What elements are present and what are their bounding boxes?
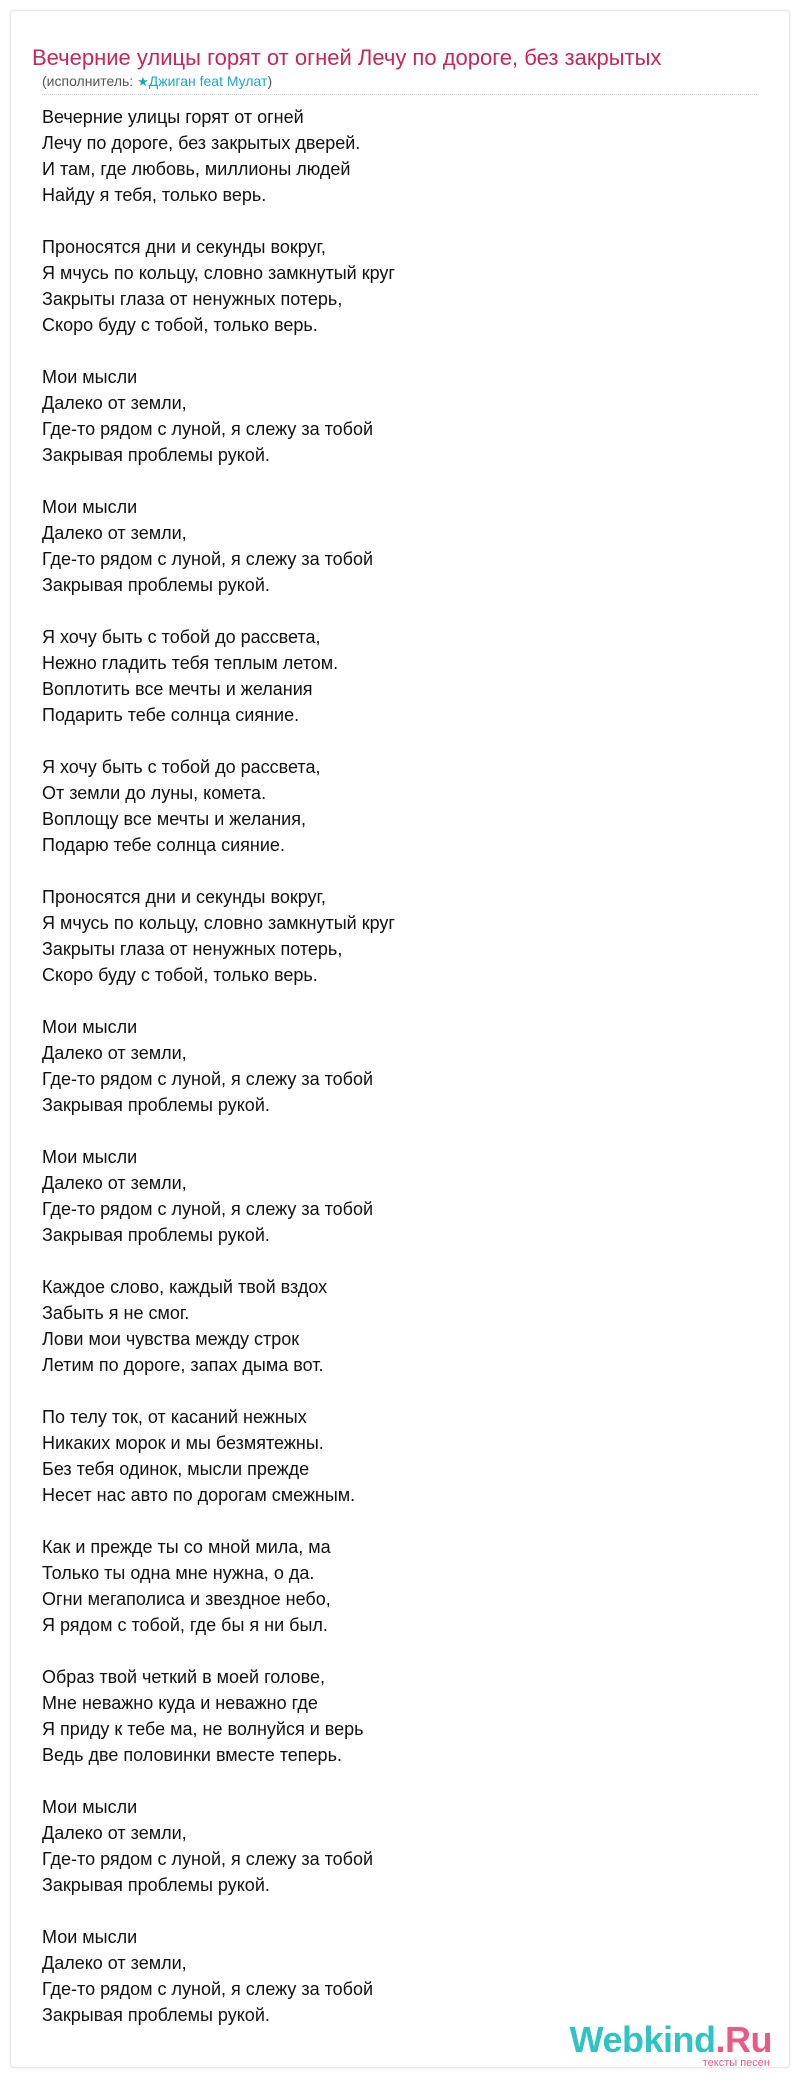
lyric-line: Я рядом с тобой, где бы я ни был. xyxy=(42,1615,328,1635)
lyrics-stanza xyxy=(42,1144,762,1248)
logo-wordmark xyxy=(552,2019,772,2060)
lyric-line: Мои мысли xyxy=(42,1927,138,1947)
lyric-line: Несет нас авто по дорогам смежным. xyxy=(42,1485,356,1505)
lyrics-body xyxy=(42,104,762,2028)
lyric-line: Вечерние улицы горят от огней xyxy=(42,107,304,127)
lyric-line: Где-то рядом с луной, я слежу за тобой xyxy=(42,1979,374,1999)
lyrics-stanza xyxy=(42,1014,762,1118)
lyric-line: Каждое слово, каждый твой вздох xyxy=(42,1277,328,1297)
lyric-line: Проносятся дни и секунды вокруг, xyxy=(42,887,326,907)
artist-line xyxy=(42,72,272,91)
lyric-line: Мои мысли xyxy=(42,497,138,517)
lyric-line: Далеко от земли, xyxy=(42,1953,187,1973)
logo-tagline: тексты песен xyxy=(702,2057,770,2069)
lyric-line: Как и прежде ты со мной мила, ма xyxy=(42,1537,331,1557)
lyrics-stanza xyxy=(42,884,762,988)
lyric-line: Закрывая проблемы рукой. xyxy=(42,575,270,595)
lyrics-stanza xyxy=(42,104,762,208)
lyrics-stanza xyxy=(42,1664,762,1768)
lyrics-stanza xyxy=(42,1404,762,1508)
lyric-line: Где-то рядом с луной, я слежу за тобой xyxy=(42,419,374,439)
lyrics-stanza xyxy=(42,494,762,598)
lyric-line: Закрывая проблемы рукой. xyxy=(42,1095,270,1115)
lyric-line: Подарить тебе солнца сияние. xyxy=(42,705,300,725)
lyric-line: Где-то рядом с луной, я слежу за тобой xyxy=(42,1069,374,1089)
lyric-line: Я приду к тебе ма, не волнуйся и верь xyxy=(42,1719,364,1739)
lyric-line: Найду я тебя, только верь. xyxy=(42,185,267,205)
lyric-line: Мои мысли xyxy=(42,1017,138,1037)
lyric-line: Я хочу быть с тобой до рассвета, xyxy=(42,757,321,777)
lyric-line: Закрывая проблемы рукой. xyxy=(42,2005,270,2025)
lyric-line: Нежно гладить тебя теплым летом. xyxy=(42,653,339,673)
lyric-line: Образ твой четкий в моей голове, xyxy=(42,1667,325,1687)
lyric-line: Закрывая проблемы рукой. xyxy=(42,445,270,465)
lyrics-stanza xyxy=(42,1534,762,1638)
star-icon: ★ xyxy=(137,74,149,89)
lyric-line: Я мчусь по кольцу, словно замкнутый круг xyxy=(42,913,395,933)
lyric-line: Далеко от земли, xyxy=(42,393,187,413)
lyric-line: Летим по дороге, запах дыма вот. xyxy=(42,1355,324,1375)
lyric-line: Лечу по дороге, без закрытых дверей. xyxy=(42,133,361,153)
artist-link[interactable] xyxy=(137,73,267,89)
lyric-line: Подарю тебе солнца сияние. xyxy=(42,835,285,855)
artist-name: Джиган feat Мулат xyxy=(148,73,268,89)
lyric-line: Далеко от земли, xyxy=(42,1173,187,1193)
lyrics-stanza xyxy=(42,624,762,728)
lyric-line: Мои мысли xyxy=(42,1797,138,1817)
divider xyxy=(42,94,757,95)
lyric-line: Забыть я не смог. xyxy=(42,1303,190,1323)
lyric-line: От земли до луны, комета. xyxy=(42,783,267,803)
lyric-line: Мне неважно куда и неважно где xyxy=(42,1693,318,1713)
lyric-line: И там, где любовь, миллионы людей xyxy=(42,159,351,179)
lyric-line: Проносятся дни и секунды вокруг, xyxy=(42,237,326,257)
lyric-line: По телу ток, от касаний нежных xyxy=(42,1407,307,1427)
lyric-line: Воплощу все мечты и желания, xyxy=(42,809,306,829)
lyric-line: Я хочу быть с тобой до рассвета, xyxy=(42,627,321,647)
lyric-line: Без тебя одинок, мысли прежде xyxy=(42,1459,310,1479)
lyric-line: Закрыты глаза от ненужных потерь, xyxy=(42,939,343,959)
lyric-line: Я мчусь по кольцу, словно замкнутый круг xyxy=(42,263,395,283)
lyric-line: Ведь две половинки вместе теперь. xyxy=(42,1745,342,1765)
lyric-line: Где-то рядом с луной, я слежу за тобой xyxy=(42,1199,374,1219)
lyric-line: Огни мегаполиса и звездное небо, xyxy=(42,1589,331,1609)
lyric-line: Закрыты глаза от ненужных потерь, xyxy=(42,289,343,309)
lyric-line: Лови мои чувства между строк xyxy=(42,1329,300,1349)
lyric-line: Скоро буду с тобой, только верь. xyxy=(42,315,318,335)
lyric-line: Мои мысли xyxy=(42,1147,138,1167)
lyric-line: Закрывая проблемы рукой. xyxy=(42,1225,270,1245)
lyric-line: Где-то рядом с луной, я слежу за тобой xyxy=(42,549,374,569)
lyric-line: Только ты одна мне нужна, о да. xyxy=(42,1563,315,1583)
lyric-line: Мои мысли xyxy=(42,367,138,387)
lyric-line: Никаких морок и мы безмятежны. xyxy=(42,1433,324,1453)
lyrics-stanza xyxy=(42,1924,762,2028)
lyric-line: Воплотить все мечты и желания xyxy=(42,679,313,699)
lyric-line: Закрывая проблемы рукой. xyxy=(42,1875,270,1895)
artist-suffix: ) xyxy=(267,73,273,89)
logo-brand: Webkind xyxy=(569,2019,716,2060)
artist-prefix: (исполнитель: xyxy=(42,73,138,89)
lyric-line: Где-то рядом с луной, я слежу за тобой xyxy=(42,1849,374,1869)
lyrics-stanza xyxy=(42,1274,762,1378)
page-title: Вечерние улицы горят от огней Лечу по дороге, без закрытых xyxy=(32,45,662,70)
lyrics-stanza xyxy=(42,234,762,338)
lyric-line: Далеко от земли, xyxy=(42,1823,187,1843)
lyrics-stanza xyxy=(42,1794,762,1898)
lyric-line: Далеко от земли, xyxy=(42,523,187,543)
lyric-line: Скоро буду с тобой, только верь. xyxy=(42,965,318,985)
lyrics-stanza xyxy=(42,364,762,468)
logo-tld: .Ru xyxy=(715,2019,772,2060)
lyric-line: Далеко от земли, xyxy=(42,1043,187,1063)
site-logo[interactable] xyxy=(552,2019,772,2074)
lyrics-stanza xyxy=(42,754,762,858)
